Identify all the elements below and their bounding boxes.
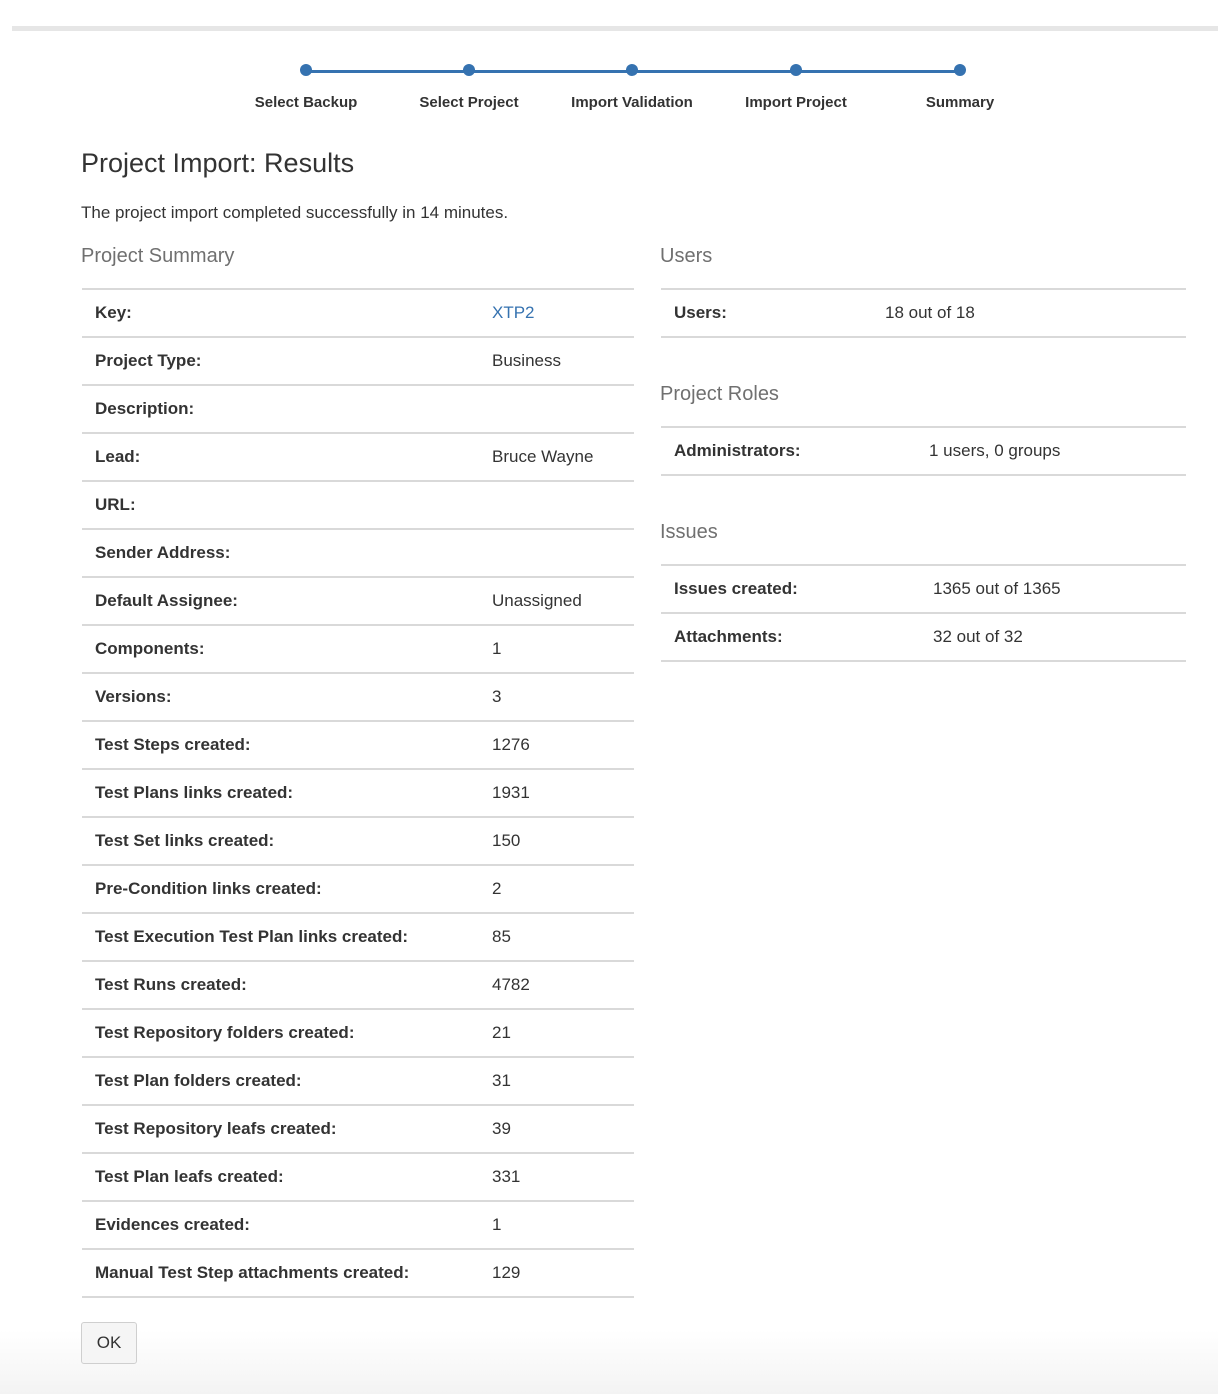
row-value: 1931 xyxy=(479,769,634,817)
table-row xyxy=(82,433,634,481)
table-row xyxy=(82,913,634,961)
row-label: Issues created: xyxy=(661,565,920,613)
row-label: Test Runs created: xyxy=(82,961,479,1009)
table-row xyxy=(661,427,1186,475)
step-dot-icon xyxy=(626,64,638,76)
row-label: Evidences created: xyxy=(82,1201,479,1249)
table-row xyxy=(661,289,1186,337)
row-label: Test Repository leafs created: xyxy=(82,1105,479,1153)
row-value: Unassigned xyxy=(479,577,634,625)
users-table xyxy=(661,288,1186,338)
row-label: Attachments: xyxy=(661,613,920,661)
tracker-step-label: Select Project xyxy=(419,94,519,111)
row-value: 21 xyxy=(479,1009,634,1057)
project-summary-table xyxy=(82,288,634,1298)
table-row xyxy=(82,769,634,817)
row-value: 85 xyxy=(479,913,634,961)
row-value: 129 xyxy=(479,1249,634,1297)
row-label: Test Plan folders created: xyxy=(82,1057,479,1105)
table-row xyxy=(82,961,634,1009)
row-value: Business xyxy=(479,337,634,385)
row-value: 18 out of 18 xyxy=(872,289,1186,337)
table-row xyxy=(82,1105,634,1153)
row-label: Test Repository folders created: xyxy=(82,1009,479,1057)
row-value: 32 out of 32 xyxy=(920,613,1186,661)
table-row xyxy=(661,565,1186,613)
table-row xyxy=(82,1201,634,1249)
row-value: 1 users, 0 groups xyxy=(916,427,1186,475)
table-row xyxy=(82,289,634,337)
row-value: 4782 xyxy=(479,961,634,1009)
row-value: 31 xyxy=(479,1057,634,1105)
table-row xyxy=(82,577,634,625)
issues-section-title: Issues xyxy=(660,521,718,543)
issues-table xyxy=(661,564,1186,662)
table-row xyxy=(82,1153,634,1201)
row-label: Lead: xyxy=(82,433,479,481)
tracker-step-select-project xyxy=(389,64,549,111)
tracker-step-import-project xyxy=(716,64,876,111)
row-label: Test Plan leafs created: xyxy=(82,1153,479,1201)
row-value: 2 xyxy=(479,865,634,913)
table-row xyxy=(82,1057,634,1105)
row-label: Test Plans links created: xyxy=(82,769,479,817)
tracker-step-label: Import Validation xyxy=(571,94,693,111)
table-row xyxy=(82,673,634,721)
step-dot-icon xyxy=(954,64,966,76)
tracker-step-select-backup xyxy=(226,64,386,111)
row-label: Project Type: xyxy=(82,337,479,385)
row-value: 39 xyxy=(479,1105,634,1153)
table-row xyxy=(82,1009,634,1057)
row-label: Components: xyxy=(82,625,479,673)
tracker-step-label: Summary xyxy=(925,94,995,111)
row-value: 150 xyxy=(479,817,634,865)
row-value xyxy=(479,289,634,337)
row-value: 1 xyxy=(479,625,634,673)
table-row xyxy=(82,481,634,529)
table-row xyxy=(82,337,634,385)
table-row xyxy=(82,721,634,769)
progress-tracker xyxy=(0,0,1218,130)
step-dot-icon xyxy=(300,64,312,76)
tracker-step-summary xyxy=(880,64,1040,111)
tracker-step-label: Select Backup xyxy=(254,94,358,111)
row-label: Users: xyxy=(661,289,872,337)
row-label: Administrators: xyxy=(661,427,916,475)
project-key-link[interactable]: XTP2 xyxy=(492,303,535,322)
row-value: 331 xyxy=(479,1153,634,1201)
row-label: Pre-Condition links created: xyxy=(82,865,479,913)
table-row xyxy=(661,613,1186,661)
row-value xyxy=(479,385,634,433)
step-dot-icon xyxy=(790,64,802,76)
project-summary-title: Project Summary xyxy=(81,245,235,267)
tracker-step-import-validation xyxy=(552,64,712,111)
row-label: Test Steps created: xyxy=(82,721,479,769)
row-value xyxy=(479,481,634,529)
table-row xyxy=(82,817,634,865)
table-row xyxy=(82,625,634,673)
row-label: URL: xyxy=(82,481,479,529)
row-label: Default Assignee: xyxy=(82,577,479,625)
status-message: The project import completed successfully in 14 minutes. xyxy=(81,203,509,222)
row-value: 3 xyxy=(479,673,634,721)
users-section-title: Users xyxy=(660,245,713,267)
row-value: 1365 out of 1365 xyxy=(920,565,1186,613)
project-roles-section-title: Project Roles xyxy=(660,383,779,405)
footer-background xyxy=(0,1330,1218,1394)
row-label: Test Set links created: xyxy=(82,817,479,865)
ok-button[interactable]: OK xyxy=(81,1322,137,1364)
row-label: Test Execution Test Plan links created: xyxy=(82,913,479,961)
table-row xyxy=(82,385,634,433)
table-row xyxy=(82,1249,634,1297)
row-label: Description: xyxy=(82,385,479,433)
step-dot-icon xyxy=(463,64,475,76)
row-label: Key: xyxy=(82,289,479,337)
row-label: Sender Address: xyxy=(82,529,479,577)
row-value: 1276 xyxy=(479,721,634,769)
tracker-step-label: Import Project xyxy=(745,94,847,111)
page-title: Project Import: Results xyxy=(81,148,355,178)
table-row xyxy=(82,865,634,913)
row-label: Versions: xyxy=(82,673,479,721)
project-roles-table xyxy=(661,426,1186,476)
table-row xyxy=(82,529,634,577)
row-value: Bruce Wayne xyxy=(479,433,634,481)
row-label: Manual Test Step attachments created: xyxy=(82,1249,479,1297)
row-value xyxy=(479,529,634,577)
row-value: 1 xyxy=(479,1201,634,1249)
